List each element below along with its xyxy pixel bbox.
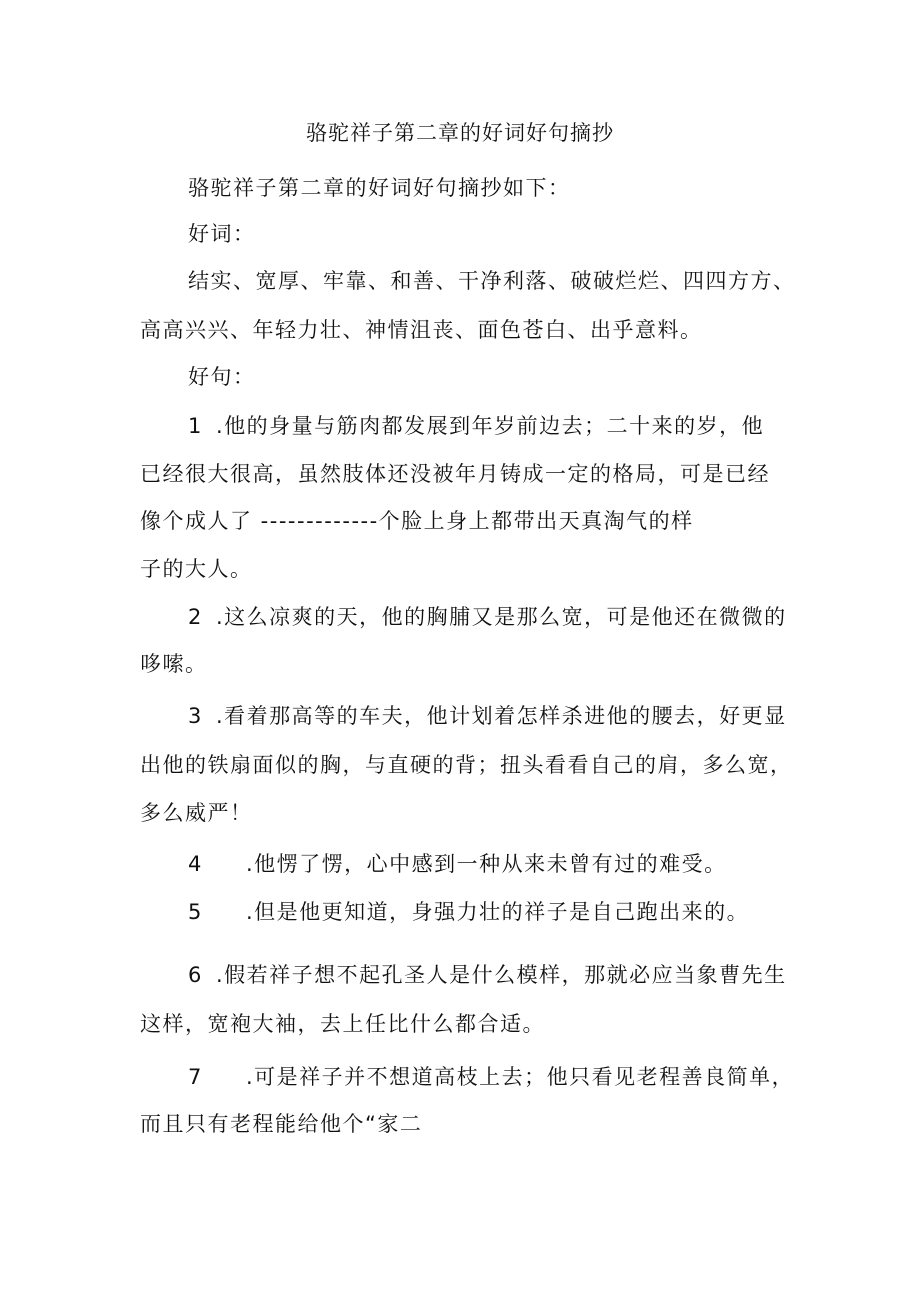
- intro-text: 骆驼祥子第二章的好词好句摘抄如下：: [188, 176, 571, 200]
- good-words-line: 高高兴兴、年轻力壮、神情沮丧、面色苍白、出乎意料。: [140, 318, 703, 342]
- good-sentences-heading: 好句：: [188, 365, 256, 389]
- sentence-line: 像个成人了 -------------个脸上身上都带出天真淘气的样: [140, 509, 694, 533]
- sentence-line: .他愣了愣，心中感到一种从来未曾有过的难受。: [246, 852, 727, 876]
- sentence-line: .他的身量与筋肉都发展到年岁前边去；二十来的岁，他: [216, 414, 765, 438]
- item-number: 3: [188, 704, 203, 728]
- sentence-item-1: [188, 410, 764, 440]
- item-number: 5: [188, 900, 203, 924]
- sentence-line: 出他的铁扇面似的胸，与直硬的背；扭头看看自己的肩，多么宽，: [140, 753, 793, 777]
- sentence-line: 多么威严！: [140, 801, 253, 825]
- item-number: 7: [188, 1065, 203, 1089]
- item-number: 2: [188, 605, 203, 629]
- sentence-item-6: [188, 959, 787, 989]
- sentence-line: 这样，宽袍大袖，去上任比什么都合适。: [140, 1012, 545, 1036]
- good-words-heading: 好词：: [188, 222, 256, 246]
- sentence-line: .看着那高等的车夫，他计划着怎样杀进他的腰去，好更显: [216, 704, 787, 728]
- sentence-line: .这么凉爽的天，他的胸脯又是那么宽，可是他还在微微的: [216, 605, 787, 629]
- document-title: 骆驼祥子第二章的好词好句摘抄: [306, 121, 614, 145]
- sentence-line: .假若祥子想不起孔圣人是什么模样，那就必应当象曹先生: [216, 963, 787, 987]
- sentence-item-5: [188, 896, 749, 926]
- sentence-item-4: [188, 848, 727, 878]
- sentence-line: 子的大人。: [140, 557, 253, 581]
- sentence-item-7: [188, 1061, 794, 1091]
- sentence-item-3: [188, 700, 787, 730]
- item-number: 6: [188, 963, 203, 987]
- item-number: 4: [188, 852, 203, 876]
- sentence-line: 而且只有老程能给他个“家二: [140, 1112, 423, 1136]
- item-number: 1: [188, 414, 203, 438]
- good-words-line: 结实、宽厚、牢靠、和善、干净利落、破破烂烂、四四方方、: [188, 269, 796, 293]
- sentence-item-2: [188, 601, 787, 631]
- sentence-line: .但是他更知道，身强力壮的祥子是自己跑出来的。: [246, 900, 750, 924]
- sentence-line: 已经很大很高，虽然肢体还没被年月铸成一定的格局，可是已经: [140, 462, 770, 486]
- sentence-line: 哆嗦。: [140, 652, 208, 676]
- sentence-line: .可是祥子并不想道高枝上去；他只看见老程善良简单，: [246, 1065, 795, 1089]
